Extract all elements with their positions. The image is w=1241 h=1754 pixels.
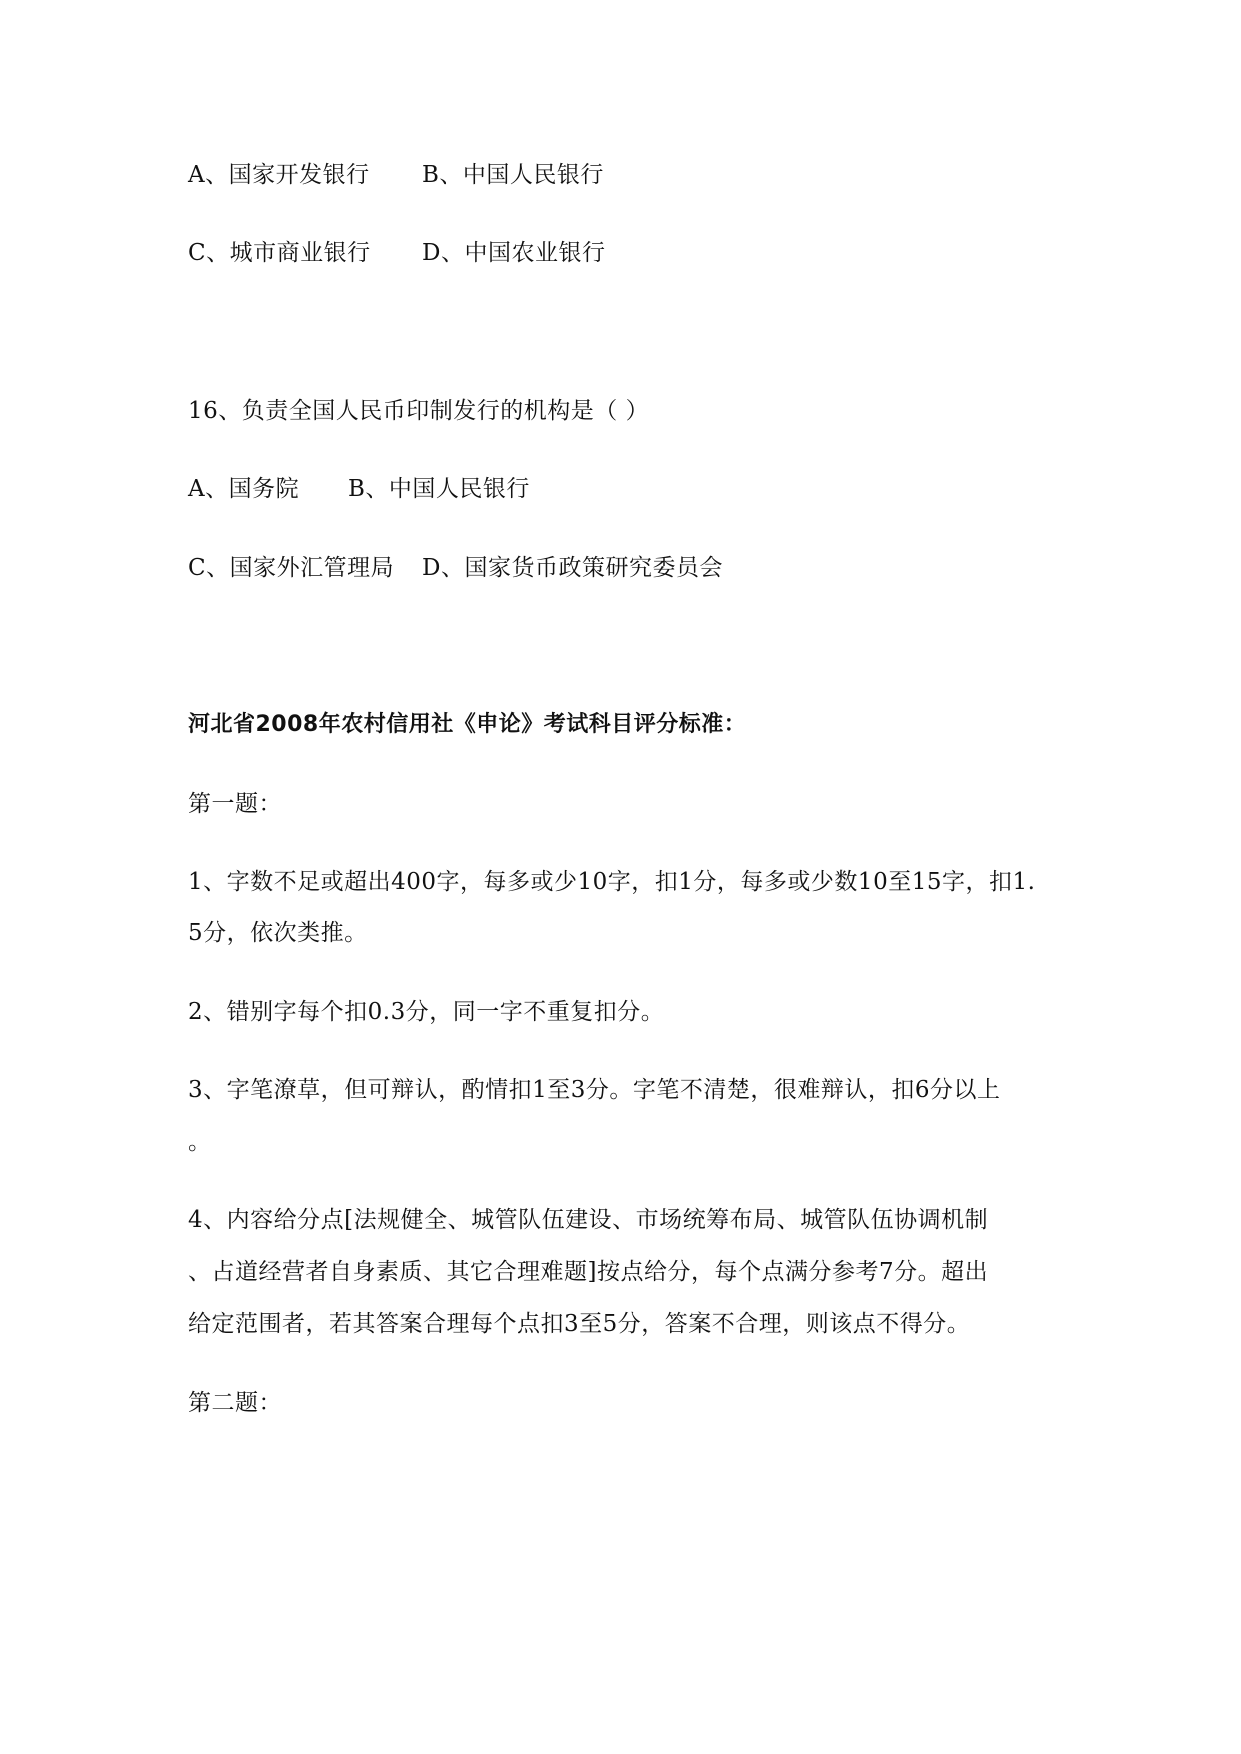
- q16-options-row-2: [188, 553, 723, 583]
- item-3-line-1: 3、字笔潦草，但可辩认，酌情扣1至3分。字笔不清楚，很难辩认，扣6分以上: [188, 1077, 1001, 1103]
- q16-option-b: B、中国人民银行: [348, 476, 530, 502]
- q15-options-row-2: [188, 238, 606, 268]
- item-1-line-2: 5分，依次类推。: [188, 920, 368, 946]
- item-2-line-1: 2、错别字每个扣0.3分，同一字不重复扣分。: [188, 999, 665, 1025]
- q16-options-row-1: [188, 474, 530, 504]
- item-1-line-1: 1、字数不足或超出400字，每多或少10字，扣1分，每多或少数10至15字，扣1.: [188, 869, 1036, 895]
- section-1-heading: 第一题：: [188, 791, 282, 817]
- q15-option-a: A、国家开发银行: [188, 162, 370, 188]
- q15-options-row-1: [188, 160, 604, 190]
- q16-option-a: A、国务院: [188, 476, 300, 502]
- q15-option-b: B、中国人民银行: [422, 162, 604, 188]
- item-3-line-2: 。: [188, 1129, 212, 1155]
- q16-option-d: D、国家货币政策研究委员会: [422, 555, 723, 581]
- item-4-line-1: 4、内容给分点[法规健全、城管队伍建设、市场统筹布局、城管队伍协调机制: [188, 1207, 989, 1233]
- q16-option-c: C、国家外汇管理局: [188, 555, 395, 581]
- section-2-heading: 第二题：: [188, 1390, 282, 1416]
- item-4-line-2: 、占道经营者自身素质、其它合理难题]按点给分，每个点满分参考7分。超出: [188, 1259, 989, 1285]
- scoring-title: 河北省2008年农村信用社《申论》考试科目评分标准：: [188, 712, 747, 737]
- item-4-line-3: 给定范围者，若其答案合理每个点扣3至5分，答案不合理，则该点不得分。: [188, 1311, 971, 1337]
- q15-option-c: C、城市商业银行: [188, 240, 371, 266]
- q15-option-d: D、中国农业银行: [422, 240, 606, 266]
- q16-question: 16、负责全国人民币印制发行的机构是（ ）: [188, 398, 650, 424]
